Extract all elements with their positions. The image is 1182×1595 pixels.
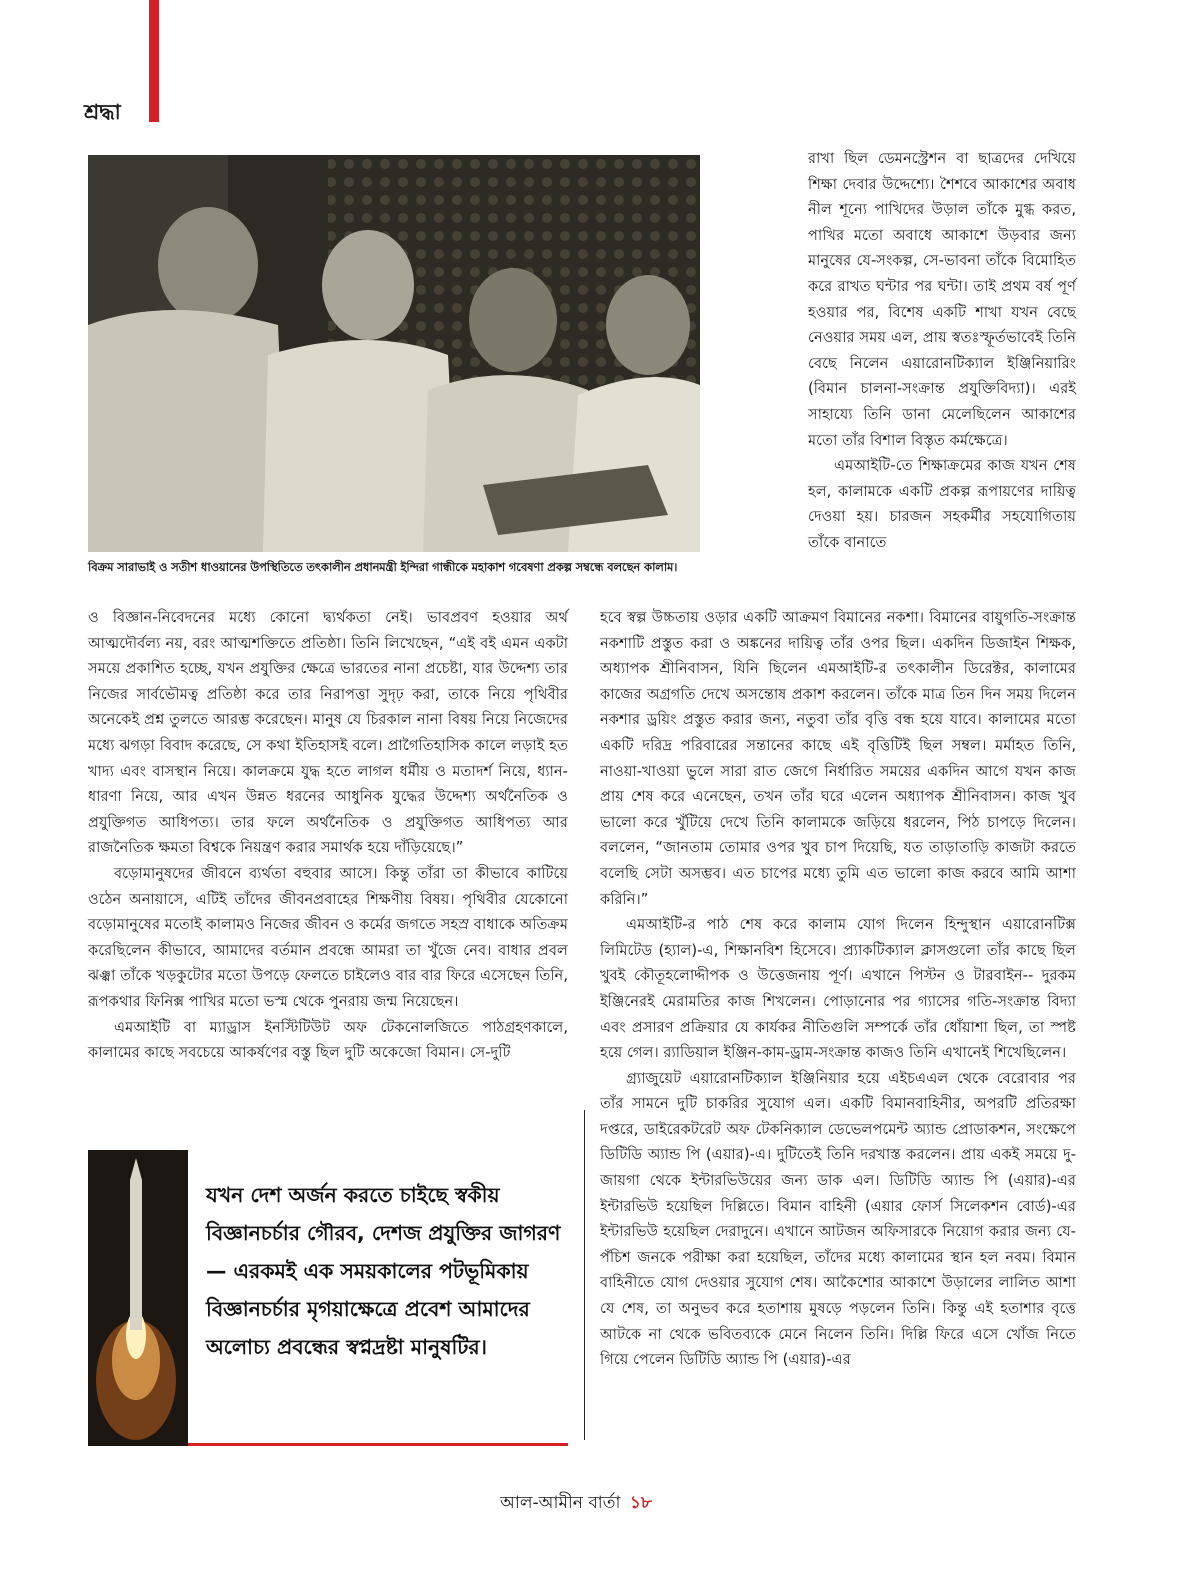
paragraph: রাখা ছিল ডেমনস্ট্রেশন বা ছাত্রদের দেখিয়ে শিক্ষা দেবার উদ্দেশ্যে। শৈশবে আকাশের অবাধ নীল শূন্যে পাখিদের উড়াল তাঁকে মুগ্ধ করত, পাখির মতো অবাধে আকাশে উড়বার জন্য মানুষের যে-সংকল্প, সে-ভাবনা তাঁকে বিমোহিত করে রাখত ঘন্টার পর ঘন্টা। তাই প্রথম বর্ষ পূর্ণ হওয়ার পর, বিশেষ একটি শাখা যখন বেছে নেওয়ার সময় এল, প্রায় স্বতঃস্ফূর্তভাবেই তিনি বেছে নিলেন এয়ারোনটিক্যাল ইঞ্জিনিয়ারিং (বিমান চালনা-সংক্রান্ত প্রযুক্তিবিদ্যা)। এরই সাহায্যে তিনি ডানা মেলেছিলেন আকাশের মতো তাঁর বিশাল বিস্তৃত কর্মক্ষেত্রে। bbox=[808, 150, 1076, 449]
column-divider bbox=[584, 1110, 585, 1440]
photo-caption: বিক্রম সারাভাই ও সতীশ ধাওয়ানের উপস্থিতিতে তৎকালীন প্রধানমন্ত্রী ইন্দিরা গান্ধীকে মহাকাশ গবেষণা প্রকল্প সম্বন্ধে বলছেন কালাম। bbox=[88, 560, 678, 574]
pull-quote-underline bbox=[188, 1443, 568, 1446]
paragraph: এমআইটি-তে শিক্ষাক্রমের কাজ যখন শেষ হল, কালামকে একটি প্রকল্প রূপায়ণের দায়িত্ব দেওয়া হয়। চারজন সহকর্মীর সহযোগিতায় তাঁকে বানাতে bbox=[808, 457, 1076, 551]
pull-quote-text: যখন দেশ অর্জন করতে চাইছে স্বকীয় বিজ্ঞানচর্চার গৌরব, দেশজ প্রযুক্তির জাগরণ— এরকমই এক সময়কালের পটভূমিকায় বিজ্ঞানচর্চার মৃগয়াক্ষেত্রে প্রবেশ আমাদের অলোচ্য প্রবন্ধের স্বপ্নদ্রষ্টা মানুষটির। bbox=[206, 1183, 561, 1359]
pull-quote-box bbox=[88, 1150, 568, 1446]
rocket-launch-image bbox=[88, 1150, 188, 1446]
article-column-right-top bbox=[808, 146, 1076, 556]
section-label: শ্রদ্ধা bbox=[84, 100, 121, 124]
article-column-right bbox=[600, 605, 1076, 1373]
accent-bar bbox=[149, 0, 159, 122]
page-number: ১৮ bbox=[629, 1493, 652, 1513]
page-footer bbox=[500, 1490, 652, 1518]
paragraph: এমআইটি-র পাঠ শেষ করে কালাম যোগ দিলেন হিন্দুস্থান এয়ারোনটিক্স লিমিটেড (হ্যাল)-এ, শিক্ষানবিশ হিসেবে। প্র্যাকটিক্যাল ক্লাসগুলো তাঁর কাছে ছিল খুবই কৌতূহলোদ্দীপক ও উত্তেজনায় পূর্ণ। এখানে পিস্টন ও টারবাইন-- দুরকম ইঞ্জিনেরই মেরামতির কাজ শিখলেন। পোড়ানোর পর গ্যাসের গতি-সংক্রান্ত বিদ্যা এবং প্রসারণ প্রক্রিয়ার যে কার্যকর নীতিগুলি সম্পর্কে তাঁর ধোঁয়াশা ছিল, তা স্পষ্ট হয়ে গেল। র‍্যাডিয়াল ইঞ্জিন-কাম-ড্রাম-সংক্রান্ত কাজও তিনি এখানেই শিখেছিলেন। bbox=[600, 916, 1076, 1062]
article-column-left bbox=[88, 605, 568, 1066]
archival-photo bbox=[88, 155, 700, 552]
paragraph: এমআইটি বা ম্যাড্রাস ইনস্টিটিউট অফ টেকনোলজিতে পাঠগ্রহণকালে, কালামের কাছে সবচেয়ে আকর্ষণের বস্তু ছিল দুটি অকেজো বিমান। সে-দুটি bbox=[88, 1018, 568, 1062]
paragraph: বড়োমানুষদের জীবনে ব্যর্থতা বহুবার আসে। কিন্তু তাঁরা তা কীভাবে কাটিয়ে ওঠেন অনায়াসে, এটিই তাঁদের জীবনপ্রবাহের শিক্ষণীয় বিষয়। পৃথিবীর যেকোনো বড়োমানুষের মতোই কালামও নিজের জীবন ও কর্মের জগতে সহস্র বাধাকে অতিক্রম করেছিলেন কীভাবে, আমাদের বর্তমান প্রবন্ধে আমরা তা খুঁজে নেব। বাধার প্রবল ঝঞ্ঝা তাঁকে খড়কুটোর মতো উপড়ে ফেলতে চাইলেও বার বার ফিরে এসেছেন তিনি, রূপকথার ফিনিক্স পাখির মতো ভস্ম থেকে পুনরায় জন্ম নিয়েছেন। bbox=[88, 864, 568, 1010]
paragraph: গ্র্যাজুয়েট এয়ারোনটিক্যাল ইঞ্জিনিয়ার হয়ে এইচএএল থেকে বেরোবার পর তাঁর সামনে দুটি চাকরির সুযোগ এল। একটি বিমানবাহিনীর, অপরটি প্রতিরক্ষা দপ্তরে, ডাইরেকটরেট অফ টেকনিক্যাল ডেভেলপমেন্ট অ্যান্ড প্রোডাকশন, সংক্ষেপে ডিটিডি অ্যান্ড পি (এয়ার)-এ। দুটিতেই তিনি দরখাস্ত করলেন। প্রায় একই সময়ে দু-জায়গা থেকে ইন্টারভিউয়ের জন্য ডাক এল। ডিটিডি অ্যান্ড পি (এয়ার)-এর ইন্টারভিউ হয়েছিল দিল্লিতে। বিমান বাহিনী (এয়ার ফোর্স সিলেকশন বোর্ড)-এর ইন্টারভিউ হয়েছিল দেরাদুনে। এখানে আটজন অফিসারকে নিয়োগ করার জন্য যে-পঁচিশ জনকে পরীক্ষা করা হয়েছিল, তাঁদের মধ্যে কালামের স্থান হল নবম। বিমান বাহিনীতে যোগ দেওয়ার সুযোগ শেষ। আকৈশোর আকাশে উড়ালের লালিত আশা যে শেষ, তা অনুভব করে হতাশায় মুষড়ে পড়লেন তিনি। কিন্তু এই হতাশার বৃত্তে আটকে না থেকে ভবিতব্যকে মেনে নিলেন তিনি। দিল্লি ফিরে এসে খোঁজ নিতে গিয়ে পেলেন ডিটিডি অ্যান্ড পি (এয়ার)-এর bbox=[600, 1069, 1076, 1369]
paragraph: হবে স্বল্প উচ্চতায় ওড়ার একটি আক্রমণ বিমানের নকশা। বিমানের বায়ুগতি-সংক্রান্ত নকশাটি প্রস্তুত করা ও অঙ্কনের দায়িত্ব তাঁর ওপর ছিল। একদিন ডিজাইন শিক্ষক, অধ্যাপক শ্রীনিবাসন, যিনি ছিলেন এমআইটি-র তৎকালীন ডিরেক্টর, কালামের কাজের অগ্রগতি দেখে অসন্তোষ প্রকাশ করলেন। তাঁকে মাত্র তিন দিন সময় দিলেন নকশার ড্রয়িং প্রস্তুত করার জন্য, নতুবা তাঁর বৃত্তি বন্ধ হয়ে যাবে। কালামের মতো একটি দরিদ্র পরিবারের সন্তানের কাছে এই বৃত্তিটিই ছিল সম্বল। মর্মাহত তিনি, নাওয়া-খাওয়া ভুলে সারা রাত জেগে নির্ধারিত সময়ের একদিন আগে যখন কাজ প্রায় শেষ করে এনেছেন, তখন তাঁর ঘরে এলেন অধ্যাপক শ্রীনিবাসন। কাজ খুব ভালো করে খুঁটিয়ে দেখে তিনি কালামকে জড়িয়ে ধরলেন, পিঠ চাপড়ে দিলেন। বললেন, “জানতাম তোমার ওপর খুব চাপ দিয়েছি, যত তাড়াতাড়ি কাজটা করতে বলেছি সেটা অসম্ভব। এত চাপের মধ্যে তুমি এত ভালো কাজ করবে আমি আশা করিনি।” bbox=[600, 609, 1076, 908]
magazine-name: আল-আমীন বার্তা bbox=[500, 1493, 621, 1513]
paragraph: ও বিজ্ঞান-নিবেদনের মধ্যে কোনো দ্ব্যর্থকতা নেই। ভাবপ্রবণ হওয়ার অর্থ আত্মদৌর্বল্য নয়, বরং আত্মশক্তিতে প্রতিষ্ঠা। তিনি লিখেছেন, “এই বই এমন একটা সময়ে প্রকাশিত হচ্ছে, যখন প্রযুক্তির ক্ষেত্রে ভারতের নানা প্রচেষ্টা, যার উদ্দেশ্য তার নিজের সার্বভৌমত্ব প্রতিষ্ঠা করে তার নিরাপত্তা সুদৃঢ় করা, তাকে নিয়ে পৃথিবীর অনেকেই প্রশ্ন তুলতে আরম্ভ করেছেন। মানুষ যে চিরকাল নানা বিষয় নিয়ে নিজেদের মধ্যে ঝগড়া বিবাদ করেছে, সে কথা ইতিহাসই বলে। প্রাগৈতিহাসিক কালে লড়াই হত খাদ্য এবং বাসস্থান নিয়ে। কালক্রমে যুদ্ধ হতে লাগল ধর্মীয় ও মতাদর্শ নিয়ে, ধ্যান-ধারণা নিয়ে, আর এখন উন্নত ধরনের আধুনিক যুদ্ধের উদ্দেশ্য অর্থনৈতিক ও প্রযুক্তিগত আধিপত্য। তার ফলে অর্থনৈতিক ও প্রযুক্তিগত আধিপত্য আর রাজনৈতিক ক্ষমতা বিশ্বকে নিয়ন্ত্রণ করার সমার্থক হয়ে দাঁড়িয়েছে।” bbox=[88, 609, 568, 857]
